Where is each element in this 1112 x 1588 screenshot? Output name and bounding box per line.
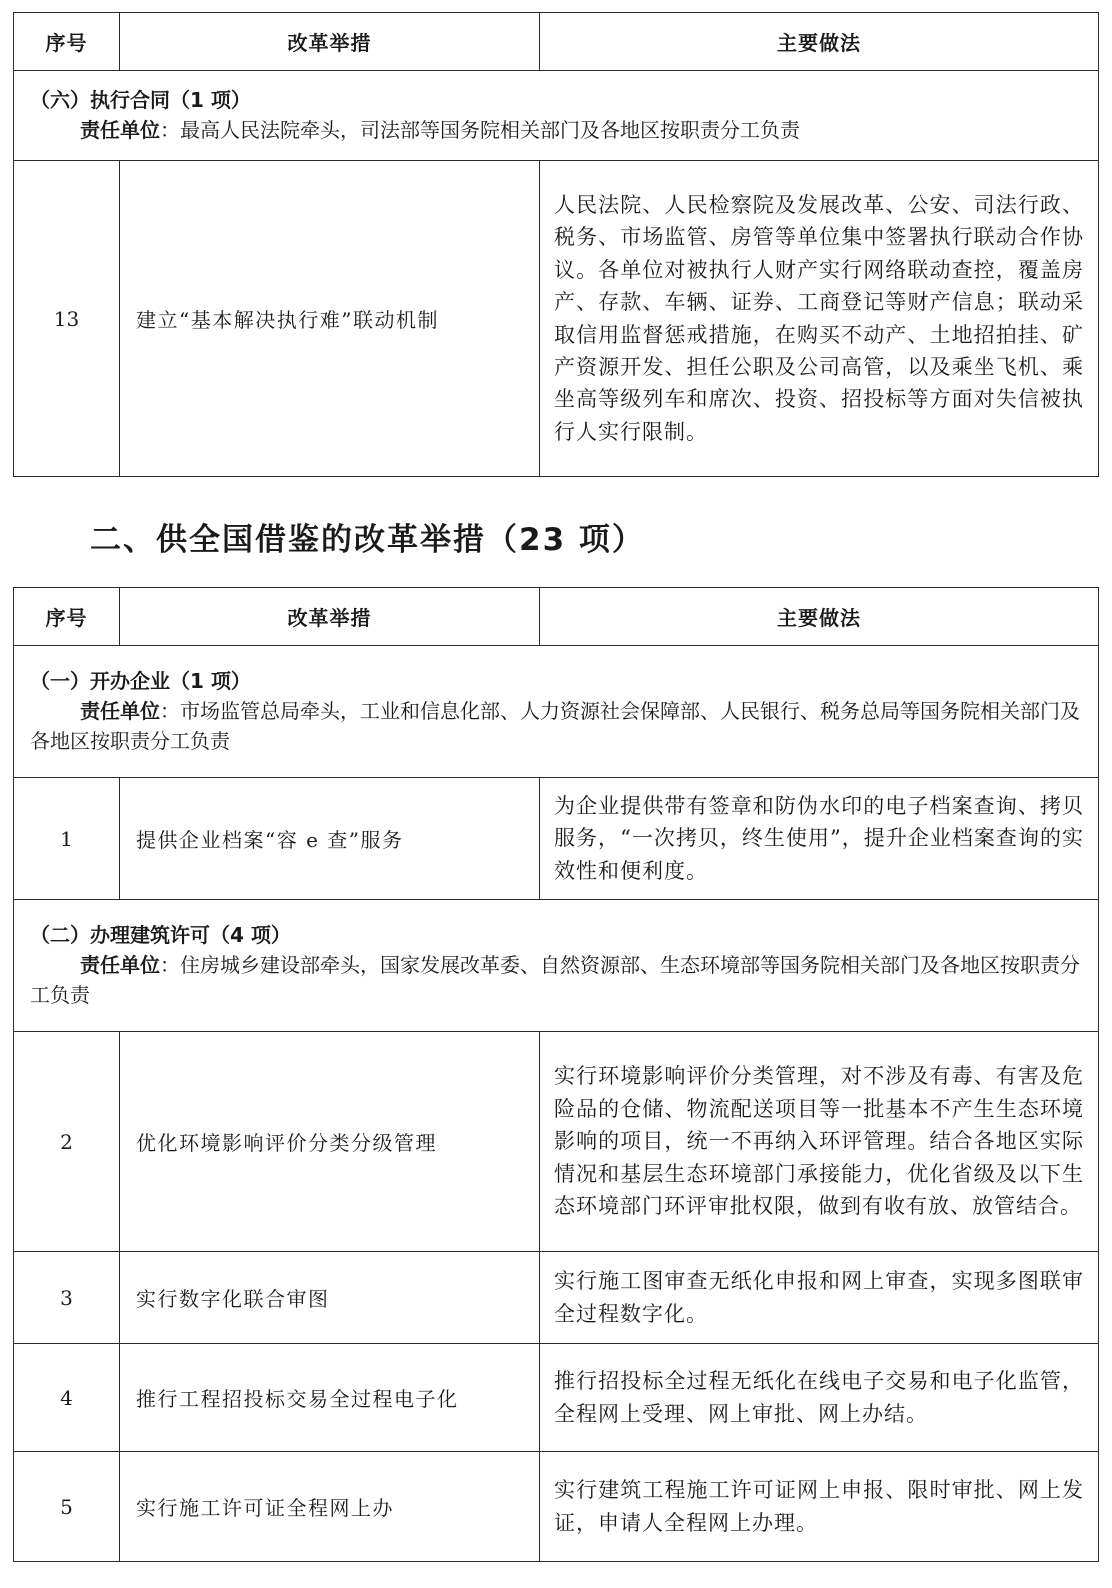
group-title: （二）办理建筑许可（4 项） <box>30 922 291 947</box>
resp-text: ：住房城乡建设部牵头，国家发展改革委、自然资源部、生态环境部等国务院相关部门及各地区按职责分工负责 <box>30 952 1080 1007</box>
row-num: 5 <box>14 1452 120 1562</box>
resp-text: ：最高人民法院牵头，司法部等国务院相关部门及各地区按职责分工负责 <box>160 117 800 142</box>
table-header-row <box>14 588 1099 646</box>
row-method: 实行环境影响评价分类管理，对不涉及有毒、有害及危险品的仓储、物流配送项目等一批基本不产生生态环境影响的项目，统一不再纳入环评管理。结合各地区实际情况和基层生态环境部门承接能力，优化省级及以下生态环境部门环评审批权限，做到有收有放、放管结合。 <box>540 1032 1099 1252</box>
table-row <box>14 1452 1099 1562</box>
header-measure: 改革举措 <box>120 13 540 71</box>
row-measure: 建立“基本解决执行难”联动机制 <box>120 161 540 477</box>
resp-label: 责任单位 <box>80 952 160 977</box>
group-cell <box>14 646 1099 778</box>
group-cell <box>14 71 1099 161</box>
table-row <box>14 1252 1099 1344</box>
row-measure: 实行数字化联合审图 <box>120 1252 540 1344</box>
table-row <box>14 1032 1099 1252</box>
row-method: 为企业提供带有签章和防伪水印的电子档案查询、拷贝服务，“一次拷贝，终生使用”，提升企业档案查询的实效性和便利度。 <box>540 778 1099 900</box>
group-row <box>14 71 1099 161</box>
row-measure: 推行工程招投标交易全过程电子化 <box>120 1344 540 1452</box>
section-title: 二、供全国借鉴的改革举措（23 项） <box>90 522 645 558</box>
header-num: 序号 <box>14 588 120 646</box>
header-method: 主要做法 <box>540 588 1099 646</box>
row-measure: 优化环境影响评价分类分级管理 <box>120 1032 540 1252</box>
header-method: 主要做法 <box>540 13 1099 71</box>
row-method: 实行建筑工程施工许可证网上申报、限时审批、网上发证，申请人全程网上办理。 <box>540 1452 1099 1562</box>
group-responsibility <box>30 950 1082 1010</box>
row-method: 人民法院、人民检察院及发展改革、公安、司法行政、税务、市场监管、房管等单位集中签署执行联动合作协议。各单位对被执行人财产实行网络联动查控，覆盖房产、存款、车辆、证券、工商登记等财产信息；联动采取信用监督惩戒措施，在购买不动产、土地招拍挂、矿产资源开发、担任公职及公司高管，以及乘坐飞机、乘坐高等级列车和席次、投资、招投标等方面对失信被执行人实行限制。 <box>540 161 1099 477</box>
row-num: 13 <box>14 161 120 477</box>
header-measure: 改革举措 <box>120 588 540 646</box>
group-row <box>14 646 1099 778</box>
row-measure: 实行施工许可证全程网上办 <box>120 1452 540 1562</box>
group-title: （六）执行合同（1 项） <box>30 87 251 112</box>
row-num: 1 <box>14 778 120 900</box>
table-row <box>14 161 1099 477</box>
row-num: 4 <box>14 1344 120 1452</box>
reform-table-2 <box>13 587 1099 1562</box>
group-responsibility <box>30 115 1082 145</box>
resp-label: 责任单位 <box>80 698 160 723</box>
table-header-row <box>14 13 1099 71</box>
group-row <box>14 900 1099 1032</box>
group-responsibility <box>30 696 1082 756</box>
group-cell <box>14 900 1099 1032</box>
header-num: 序号 <box>14 13 120 71</box>
row-num: 2 <box>14 1032 120 1252</box>
row-method: 实行施工图审查无纸化申报和网上审查，实现多图联审全过程数字化。 <box>540 1252 1099 1344</box>
table-row <box>14 1344 1099 1452</box>
reform-table-1 <box>13 12 1099 477</box>
table-row <box>14 778 1099 900</box>
row-num: 3 <box>14 1252 120 1344</box>
row-measure: 提供企业档案“容 e 查”服务 <box>120 778 540 900</box>
row-method: 推行招投标全过程无纸化在线电子交易和电子化监管，全程网上受理、网上审批、网上办结。 <box>540 1344 1099 1452</box>
group-title: （一）开办企业（1 项） <box>30 668 251 693</box>
resp-text: ：市场监管总局牵头，工业和信息化部、人力资源社会保障部、人民银行、税务总局等国务院相关部门及各地区按职责分工负责 <box>30 698 1080 753</box>
resp-label: 责任单位 <box>80 117 160 142</box>
